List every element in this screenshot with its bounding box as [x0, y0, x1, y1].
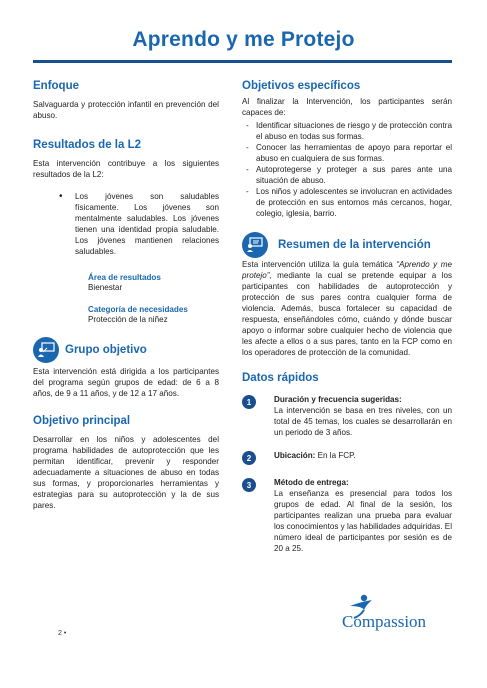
especificos-heading: Objetivos específicos	[242, 80, 361, 92]
resumen-heading-row	[242, 232, 452, 258]
dato-value: En la FCP.	[315, 451, 356, 460]
page-number: 2 •	[58, 630, 67, 637]
dato-text	[274, 450, 356, 461]
dato-text: La intervención se basa en tres niveles, con un total de 45 temas, los cuales se desarrollarán en un periodo de 3 años.	[274, 406, 452, 437]
dato-item	[242, 394, 452, 438]
especificos-list	[242, 120, 452, 219]
presentation-icon	[242, 232, 268, 258]
group-presentation-icon	[33, 337, 59, 363]
grupo-heading: Grupo objetivo	[65, 344, 147, 356]
resumen-section	[242, 232, 452, 358]
list-item: - Autoprotegerse y proteger a sus pares ante una situación de abuso.	[242, 164, 452, 186]
dato-title: Ubicación:	[274, 451, 316, 460]
dato-item	[242, 450, 452, 465]
area-block	[33, 273, 219, 293]
number-badge-1: 1	[242, 395, 256, 409]
title-rule	[33, 60, 452, 63]
grupo-heading-row	[33, 337, 219, 363]
list-item: • Los jóvenes son saludables físicamente. Los jóvenes son mentalmente saludables. Los jóvenes tienen una identidad propia saludable. Los jóvenes mantienen relaciones saludables.	[33, 191, 219, 257]
datos-section	[242, 372, 452, 554]
especificos-section	[242, 80, 452, 219]
grupo-text: Esta intervención está dirigida a los participantes del programa según grupos de edad: de 6 a 8 años, de 9 a 11 años, y de 12 a 17 años.	[33, 367, 219, 398]
enfoque-heading: Enfoque	[33, 80, 79, 92]
principal-text: Desarrollar en los niños y adolescentes del programa habilidades de autoprotección que les permitan identificar, prevenir y responder adecuadamente a situaciones de abuso en todas sus formas, y proporcionarles herramientas y estrategias para su autoprotección y la de sus pares.	[33, 435, 219, 510]
especificos-intro: Al finalizar la Intervención, los participantes serán capaces de:	[242, 97, 452, 117]
enfoque-section	[33, 80, 219, 121]
resumen-guide-title: “Aprendo y me protejo”	[242, 260, 452, 280]
page-title: Aprendo y me Protejo	[132, 28, 355, 51]
list-item: - Conocer las herramientas de apoyo para reportar el abuso en cualquiera de sus formas.	[242, 142, 452, 164]
dato-title: Método de entrega:	[274, 478, 349, 487]
right-column	[242, 74, 452, 554]
number-badge-3: 3	[242, 478, 256, 492]
area-value: Bienestar	[88, 283, 123, 292]
categoria-value: Protección de la niñez	[88, 315, 168, 324]
dato-item	[242, 477, 452, 554]
dato-body	[264, 394, 452, 438]
area-label: Área de resultados	[88, 273, 161, 282]
dato-title: Duración y frecuencia sugeridas:	[274, 395, 402, 404]
dato-body	[264, 450, 356, 465]
principal-heading: Objetivo principal	[33, 415, 131, 427]
compassion-logo-text: Compassion	[342, 612, 427, 631]
dato-body	[264, 477, 452, 554]
left-column	[33, 74, 219, 511]
resultados-section	[33, 139, 219, 325]
number-badge-2: 2	[242, 451, 256, 465]
dato-text: La enseñanza es presencial para todos los grupos de edad. Al final de la sesión, los participantes realizan una prueba para evaluar los conocimientos y las habilidades adquiridas. El número ideal de participantes por sesión es de 20 a 25.	[274, 489, 452, 553]
resumen-heading: Resumen de la intervención	[278, 239, 431, 251]
resultados-heading: Resultados de la L2	[33, 139, 142, 151]
resumen-text	[242, 259, 452, 358]
datos-heading: Datos rápidos	[242, 372, 319, 384]
list-item: - Los niños y adolescentes se involucran en actividades de protección en sus entornos más cercanos, hogar, colegio, iglesia, barrio.	[242, 186, 452, 219]
resumen-text-part: Esta intervención utiliza la guía temática	[242, 260, 397, 269]
list-item: - Identificar situaciones de riesgo y de protección contra el abuso en todas sus formas.	[242, 120, 452, 142]
categoria-label: Categoría de necesidades	[88, 305, 188, 314]
resumen-text-part: , mediante la cual se pretende equipar a los participantes con habilidades de autoprotección y protección de sus pares contra cualquier forma de violencia. Además, busca fortalecer su capacidad de respuesta, enseñándoles cómo, cuándo y dónde buscar apoyo o informar sobre cualquier hecho de violencia que les afecte a ellos o a sus pares, tanto en la FCP como en los operadores de protección de la comunidad.	[242, 271, 452, 357]
enfoque-text: Salvaguarda y protección infantil en prevención del abuso.	[33, 100, 219, 120]
categoria-block	[33, 305, 219, 325]
principal-section	[33, 415, 219, 511]
resultados-intro: Esta intervención contribuye a los siguientes resultados de la L2:	[33, 159, 219, 179]
grupo-section	[33, 337, 219, 399]
resultados-list	[33, 191, 219, 257]
